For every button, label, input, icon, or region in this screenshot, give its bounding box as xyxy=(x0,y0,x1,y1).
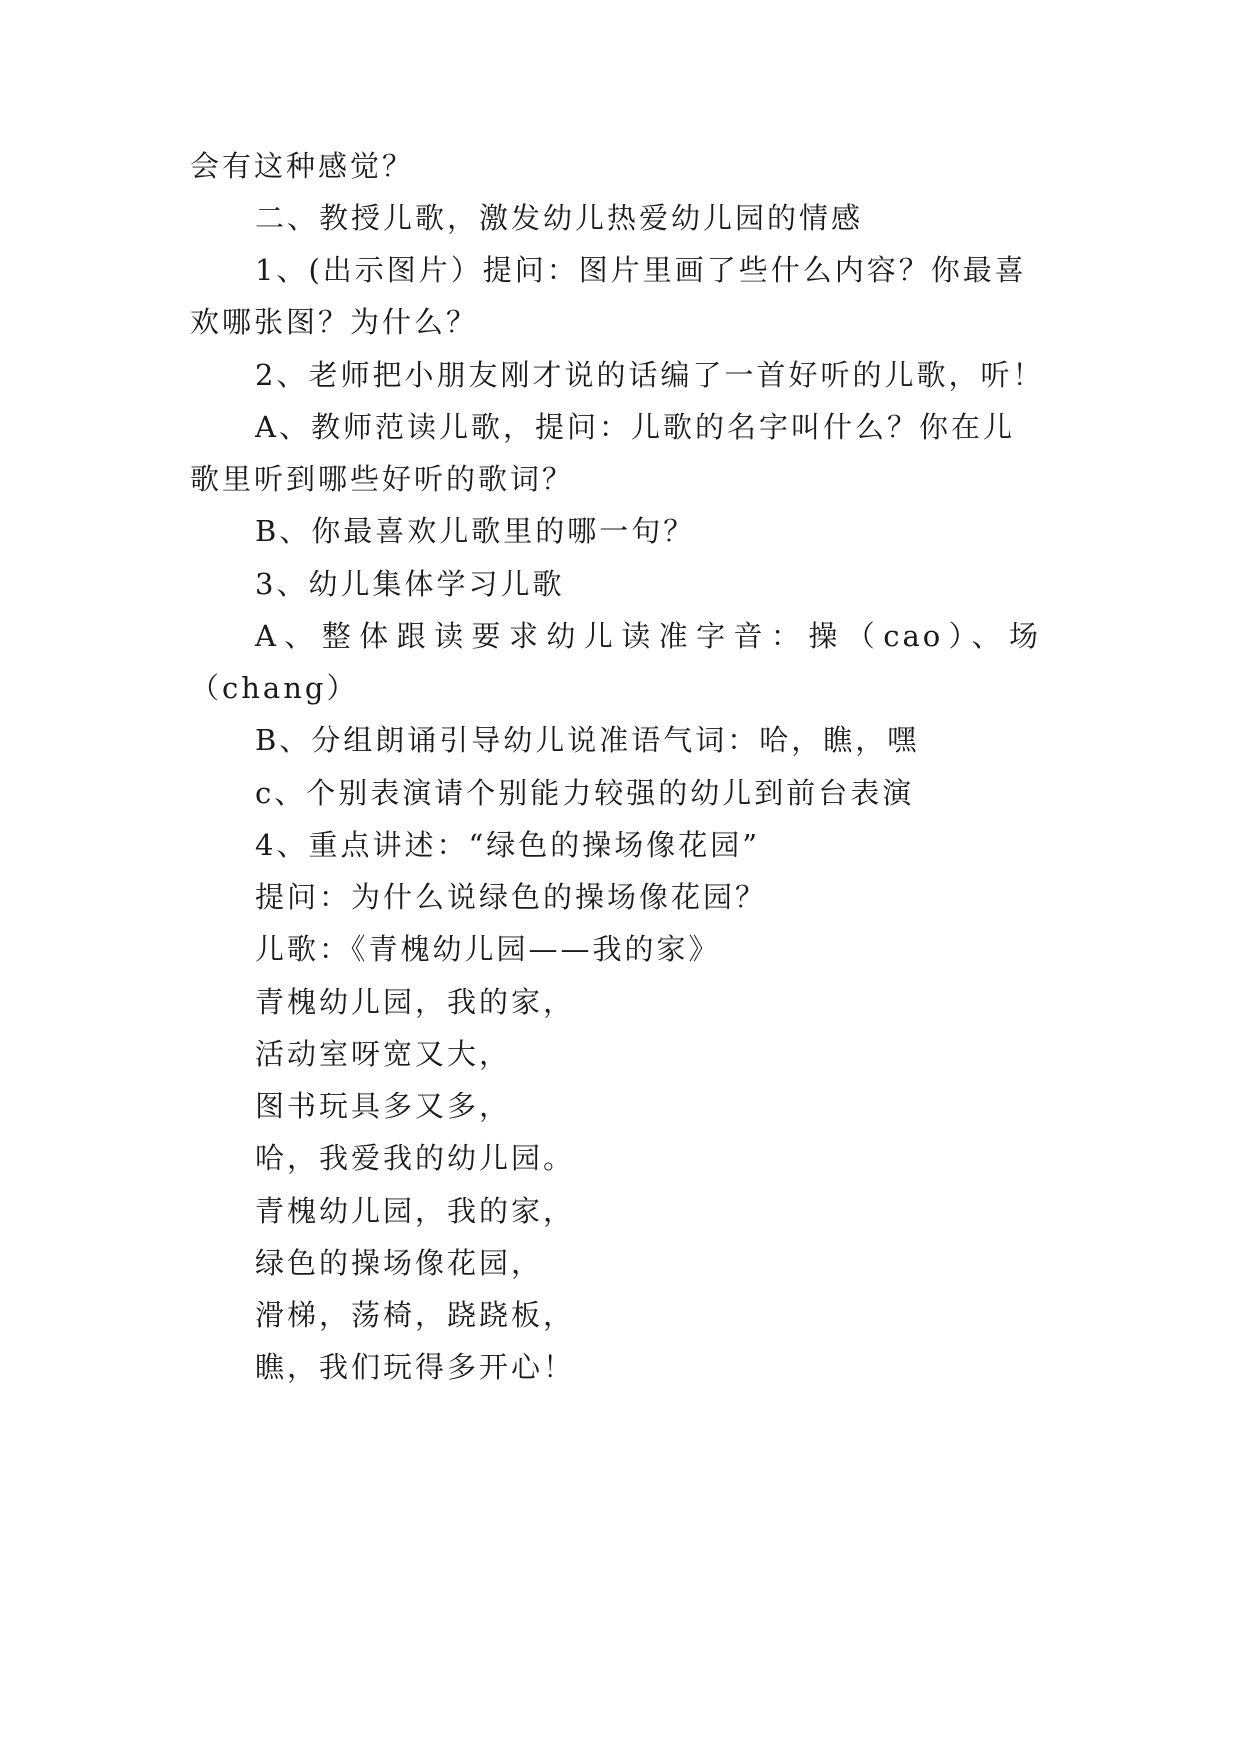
poem-line: 图书玩具多又多， xyxy=(255,1089,512,1123)
text-line: 4、重点讲述：“绿色的操场像花园” xyxy=(255,828,761,862)
section-heading: 二、教授儿歌，激发幼儿热爱幼儿园的情感 xyxy=(255,201,864,235)
poem-line: 活动室呀宽又大， xyxy=(255,1037,512,1071)
text-line: 提问：为什么说绿色的操场像花园？ xyxy=(255,880,768,914)
poem-line: 哈，我爱我的幼儿园。 xyxy=(255,1141,576,1175)
text-line: 歌里听到哪些好听的歌词？ xyxy=(190,462,575,496)
text-line: 2、老师把小朋友刚才说的话编了一首好听的儿歌，听！ xyxy=(255,358,1045,392)
text-line: 欢哪张图？为什么？ xyxy=(190,305,479,339)
text-line: A、教师范读儿歌，提问：儿歌的名字叫什么？你在儿 xyxy=(255,410,1015,444)
poem-line: 绿色的操场像花园， xyxy=(255,1246,544,1280)
text-line: B、分组朗诵引导幼儿说准语气词：哈，瞧，嘿 xyxy=(255,723,920,757)
text-line: c、个别表演请个别能力较强的幼儿到前台表演 xyxy=(255,776,915,810)
text-line: 1、(出示图片）提问：图片里画了些什么内容？你最喜 xyxy=(255,253,1027,287)
text-line: 会有这种感觉？ xyxy=(190,149,415,183)
text-line: （chang） xyxy=(190,671,359,705)
poem-line: 滑梯，荡椅，跷跷板， xyxy=(255,1298,576,1332)
text-line: 3、幼儿集体学习儿歌 xyxy=(255,567,565,601)
text-line: B、你最喜欢儿歌里的哪一句？ xyxy=(255,514,696,548)
poem-line: 青槐幼儿园，我的家， xyxy=(255,985,576,1019)
poem-line: 瞧，我们玩得多开心！ xyxy=(255,1350,576,1384)
poem-line: 青槐幼儿园，我的家， xyxy=(255,1194,576,1228)
text-line: A、整体跟读要求幼儿读准字音：操（cao）、场 xyxy=(255,619,1041,653)
poem-title: 儿歌：《青槐幼儿园——我的家》 xyxy=(255,932,721,966)
